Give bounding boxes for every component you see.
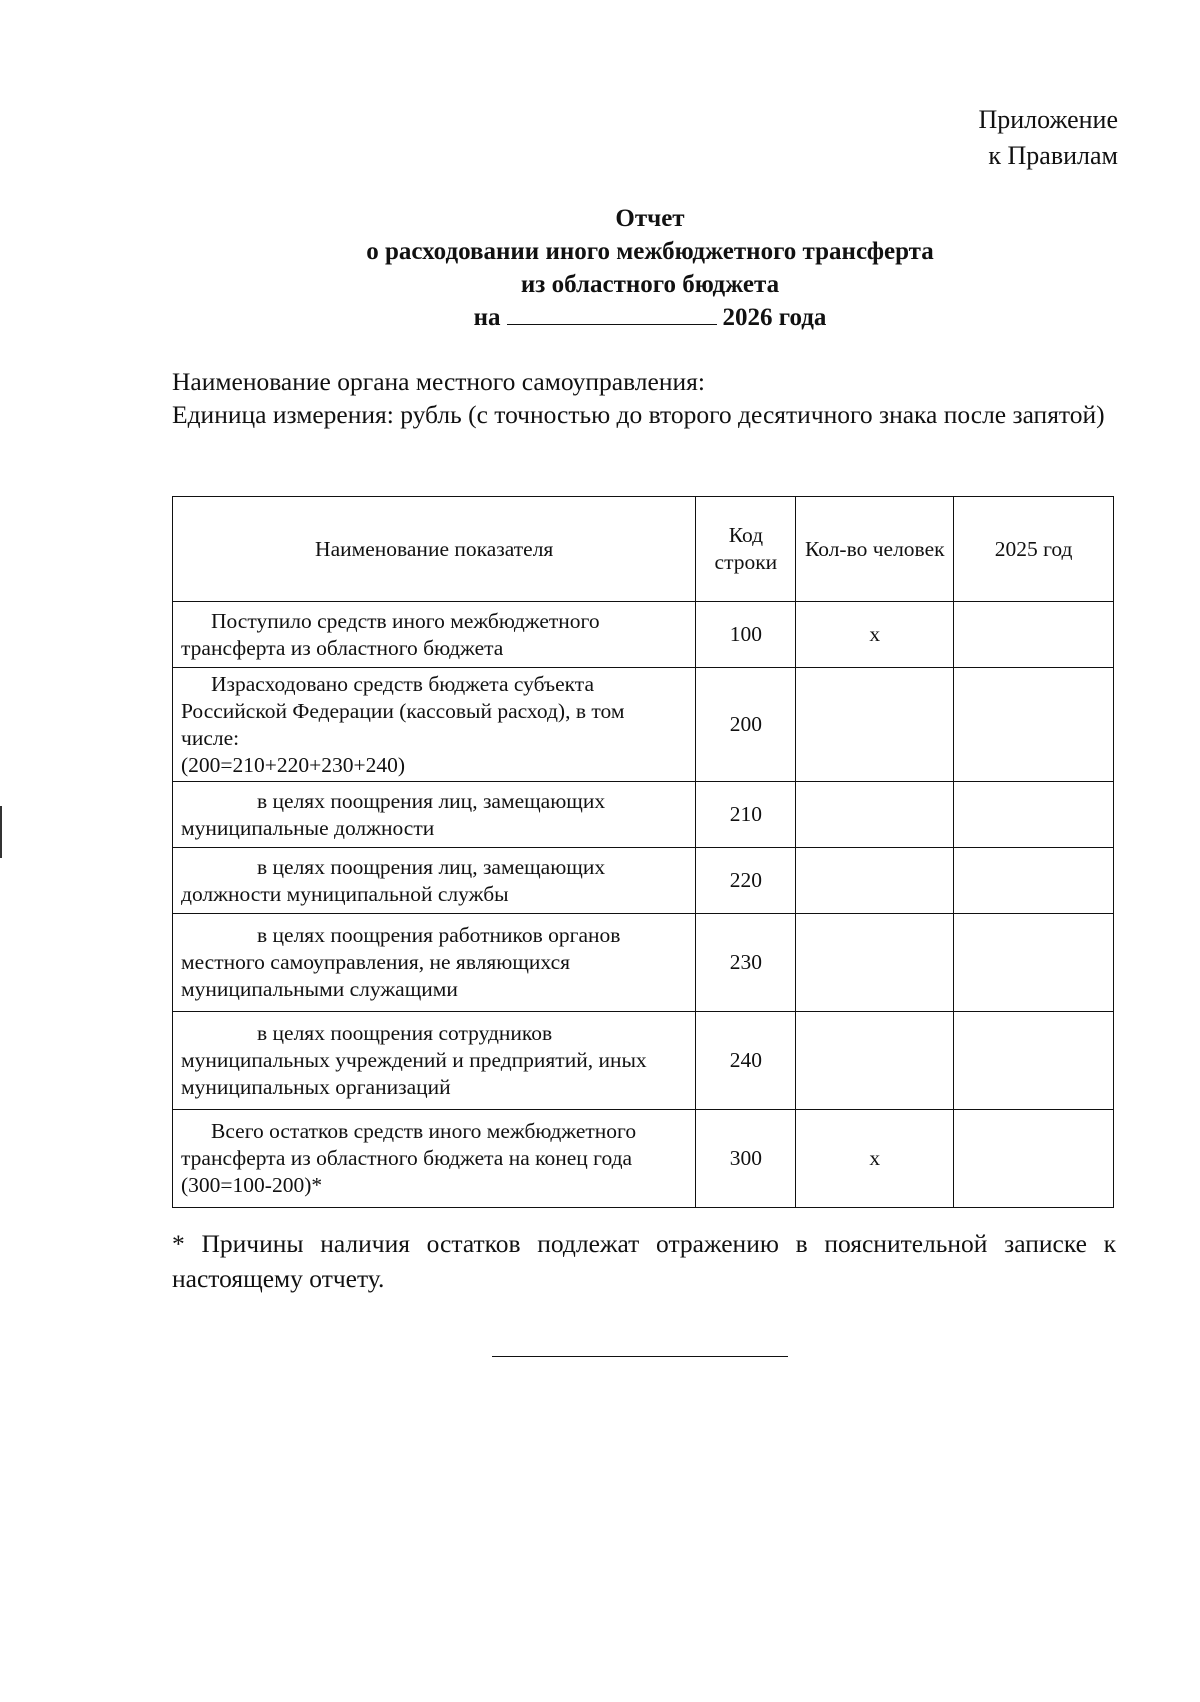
table-row xyxy=(173,914,1114,1012)
row-code: 220 xyxy=(696,848,796,914)
row-people-cell[interactable] xyxy=(796,668,954,782)
row-people-cell: х xyxy=(796,1110,954,1208)
row-code: 200 xyxy=(696,668,796,782)
title-line-3: из областного бюджета xyxy=(520,271,780,298)
table-header-row xyxy=(173,497,1114,602)
title-line-2: о расходовании иного межбюджетного трансферта xyxy=(366,238,934,265)
row-people-cell[interactable] xyxy=(796,914,954,1012)
row-year-cell[interactable] xyxy=(954,1110,1114,1208)
header-indicator-name: Наименование показателя xyxy=(173,497,696,602)
title-date-prefix: на xyxy=(473,304,501,331)
table-row xyxy=(173,668,1114,782)
row-people-cell[interactable] xyxy=(796,782,954,848)
header-row-code: Код строки xyxy=(696,497,796,602)
title-date-suffix: 2026 года xyxy=(722,304,827,331)
header-year-2025: 2025 год xyxy=(954,497,1114,602)
date-blank-field[interactable] xyxy=(507,302,717,325)
appendix-line-1: Приложение xyxy=(978,105,1118,134)
unit-label: Единица измерения: рубль (с точностью до второго десятичного знака после запятой) xyxy=(172,400,1105,429)
row-year-cell[interactable] xyxy=(954,1012,1114,1110)
table-row xyxy=(173,1110,1114,1208)
row-year-cell[interactable] xyxy=(954,914,1114,1012)
scan-margin-mark xyxy=(0,806,2,858)
appendix-note xyxy=(978,102,1118,174)
report-meta xyxy=(172,365,1112,431)
table-row xyxy=(173,848,1114,914)
row-people-cell[interactable] xyxy=(796,848,954,914)
end-divider-line xyxy=(492,1356,788,1357)
table-row xyxy=(173,782,1114,848)
row-code: 100 xyxy=(696,602,796,668)
footnote: * Причины наличия остатков подлежат отражению в пояснительной записке к настоящему отчету. xyxy=(172,1229,1116,1293)
row-name: в целях поощрения работников органов местного самоуправления, не являющихся муниципальными служащими xyxy=(173,914,696,1012)
row-formula: (200=210+220+230+240) xyxy=(181,752,406,777)
row-code: 240 xyxy=(696,1012,796,1110)
row-code: 300 xyxy=(696,1110,796,1208)
row-name-cell xyxy=(173,668,696,782)
title-date-line xyxy=(170,301,1130,334)
header-people-count: Кол-во человек xyxy=(796,497,954,602)
row-year-cell[interactable] xyxy=(954,668,1114,782)
row-people-cell[interactable] xyxy=(796,1012,954,1110)
row-people-cell: х xyxy=(796,602,954,668)
row-name: в целях поощрения лиц, замещающих должности муниципальной службы xyxy=(173,848,696,914)
row-name: в целях поощрения лиц, замещающих муниципальные должности xyxy=(173,782,696,848)
report-title xyxy=(170,202,1130,334)
org-name-label: Наименование органа местного самоуправления: xyxy=(172,367,705,396)
row-code: 230 xyxy=(696,914,796,1012)
row-name: Поступило средств иного межбюджетного трансферта из областного бюджета xyxy=(173,602,696,668)
row-name: Израсходовано средств бюджета субъекта Российской Федерации (кассовый расход), в том числе: xyxy=(181,671,625,750)
row-year-cell[interactable] xyxy=(954,848,1114,914)
row-year-cell[interactable] xyxy=(954,602,1114,668)
row-code: 210 xyxy=(696,782,796,848)
table-row xyxy=(173,1012,1114,1110)
row-name: Всего остатков средств иного межбюджетного трансферта из областного бюджета на конец года (300=100-200)* xyxy=(173,1110,696,1208)
title-line-1: Отчет xyxy=(615,205,685,232)
table-row xyxy=(173,602,1114,668)
appendix-line-2: к Правилам xyxy=(988,141,1118,170)
report-table xyxy=(172,496,1114,1208)
row-year-cell[interactable] xyxy=(954,782,1114,848)
row-name: в целях поощрения сотрудников муниципальных учреждений и предприятий, иных муниципальных организаций xyxy=(173,1012,696,1110)
